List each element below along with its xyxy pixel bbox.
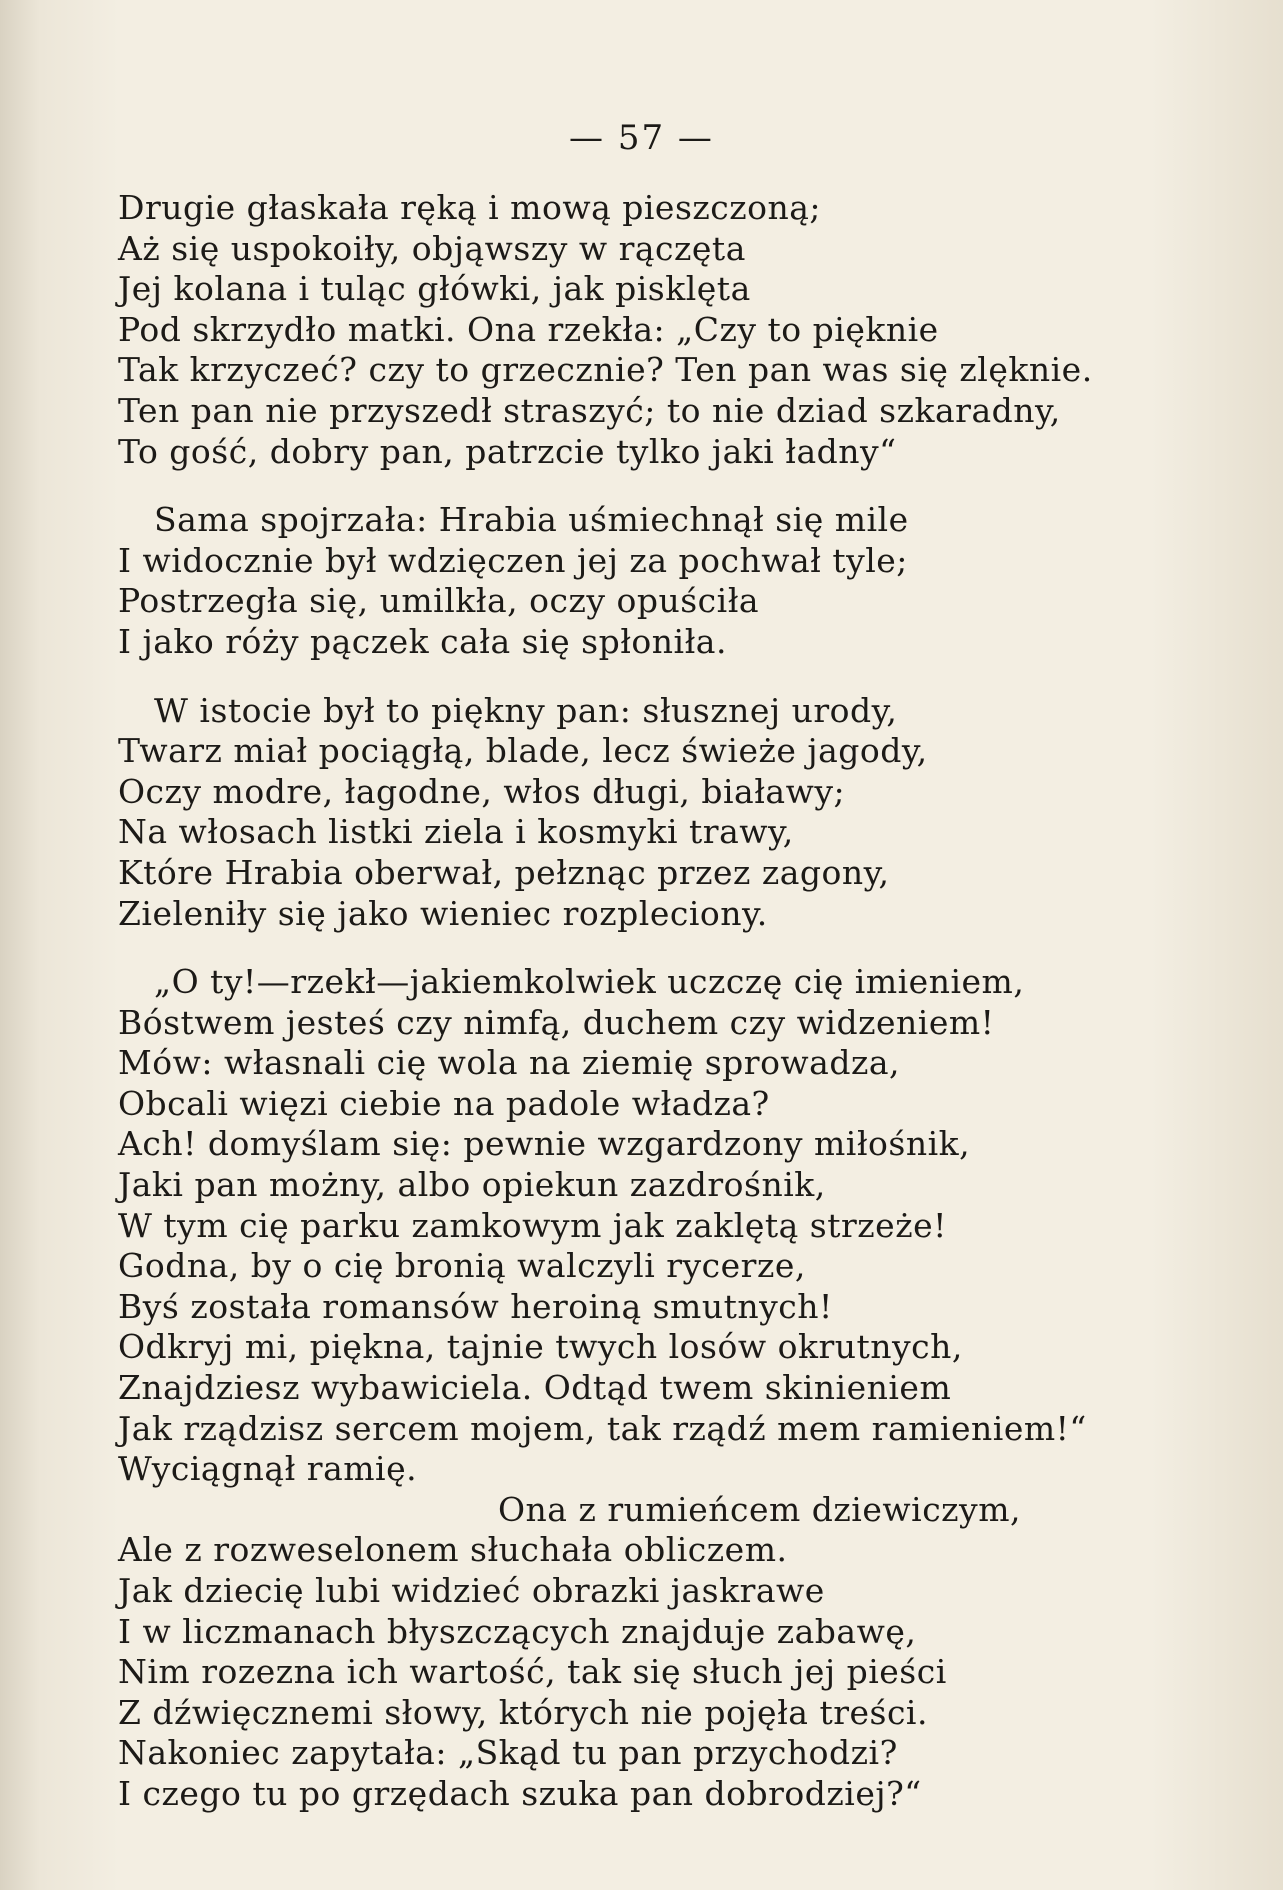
poem-line: Aż się uspokoiły, objąwszy w rączęta [118,228,746,268]
poem-line: Ten pan nie przyszedł straszyć; to nie dziad szkaradny, [118,390,1061,430]
stanza-4 [118,962,1198,1814]
poem-line: I widocznie był wdzięczen jej za pochwał tyle; [118,540,908,580]
poem-text [118,188,1198,1815]
poem-line: Ona z rumieńcem dziewiczym, [498,1489,1021,1529]
poem-line: Sama spojrzała: Hrabia uśmiechnął się mile [154,500,909,540]
poem-line: Ach! domyślam się: pewnie wzgardzony miłośnik, [118,1124,971,1164]
stanza-2 [118,500,1198,662]
poem-line: Znajdziesz wybawiciela. Odtąd twem skinieniem [118,1368,952,1408]
poem-line: W istocie był to piękny pan: słusznej urody, [154,690,898,730]
poem-line: Które Hrabia oberwał, pełznąc przez zagony, [118,852,890,892]
poem-line: Mów: własnali cię wola na ziemię sprowadza, [118,1043,901,1083]
poem-line: Drugie głaskała ręką i mową pieszczoną; [118,188,822,227]
stanza-1 [118,188,1198,472]
poem-line: Jaki pan możny, albo opiekun zazdrośnik, [118,1165,826,1205]
poem-line: Tak krzyczeć? czy to grzecznie? Ten pan was się zlęknie. [118,350,1093,390]
poem-line: Z dźwięcznemi słowy, których nie pojęła treści. [118,1692,928,1732]
poem-line: Wyciągnął ramię. [118,1449,418,1489]
poem-line: Jak dziecię lubi widzieć obrazki jaskrawe [118,1571,825,1610]
poem-line: Twarz miał pociągłą, blade, lecz świeże jagody, [118,731,928,771]
poem-line: Postrzegła się, umilkła, oczy opuściła [118,581,760,621]
poem-line: Nakoniec zapytała: „Skąd tu pan przychodzi? [118,1733,898,1773]
poem-line: Pod skrzydło matki. Ona rzekła: „Czy to pięknie [118,309,939,349]
stanza-gap [118,472,1198,500]
poem-line: Oczy modre, łagodne, włos długi, białawy; [118,771,846,811]
poem-line: Nim rozezna ich wartość, tak się słuch jej pieści [118,1652,947,1692]
poem-line: Byś została romansów heroiną smutnych! [118,1286,833,1326]
poem-line: W tym cię parku zamkowym jak zaklętą strzeże! [118,1205,947,1245]
page-number: — 57 — [569,118,714,158]
poem-line: Bóstwem jesteś czy nimfą, duchem czy widzeniem! [118,1002,995,1042]
poem-line: I jako róży pączek cała się spłoniła. [118,621,727,661]
poem-line: I czego tu po grzędach szuka pan dobrodziej?“ [118,1773,922,1813]
poem-line: To gość, dobry pan, patrzcie tylko jaki ładny“ [118,431,897,471]
poem-line: Zieleniły się jako wieniec rozpleciony. [118,893,768,933]
poem-line: Jak rządzisz sercem mojem, tak rządź mem ramieniem!“ [118,1408,1087,1448]
stanza-3 [118,691,1198,935]
poem-line: Odkryj mi, piękna, tajnie twych losów okrutnych, [118,1327,963,1367]
poem-line: „O ty!—rzekł—jakiemkolwiek uczczę cię imieniem, [154,962,1025,1002]
poem-line: Na włosach listki ziela i kosmyki trawy, [118,812,794,852]
stanza-gap [118,663,1198,691]
poem-line: Jej kolana i tuląc główki, jak pisklęta [118,269,751,309]
poem-line: I w liczmanach błyszczących znajduje zabawę, [118,1611,917,1651]
stanza-gap [118,934,1198,962]
poem-line: Ale z rozweselonem słuchała obliczem. [118,1530,788,1570]
poem-line: Obcali więzi ciebie na padole władza? [118,1083,770,1123]
poem-line: Godna, by o cię bronią walczyli rycerze, [118,1246,806,1286]
